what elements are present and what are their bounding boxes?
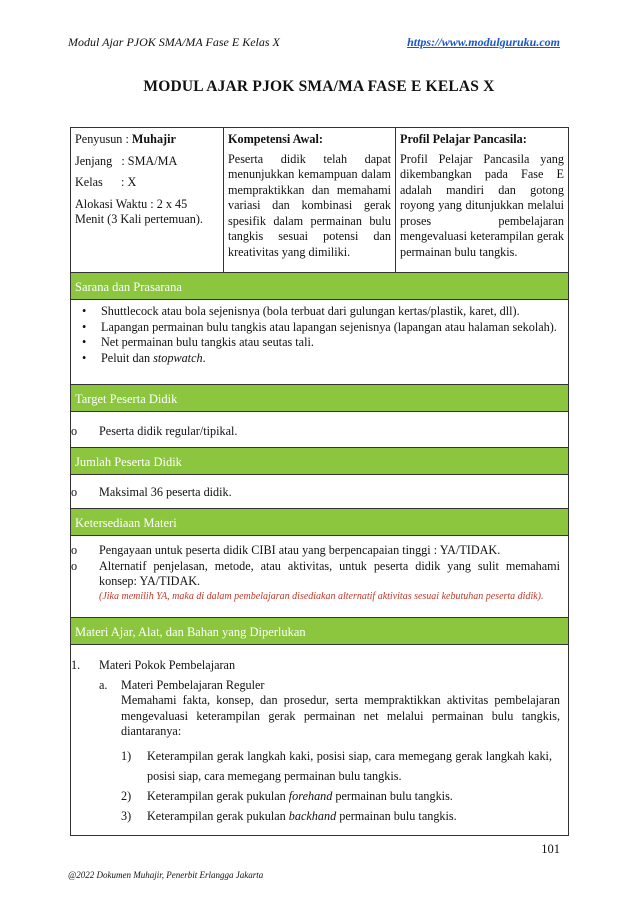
- list-item: [71, 351, 568, 367]
- module-table: [70, 127, 569, 836]
- skill-text: Keterampilan gerak langkah kaki, posisi siap, cara memegang gerak langkah kaki, posisi siap, cara memegang permainan bulu tangkis.: [147, 748, 552, 783]
- time-allocation: Alokasi Waktu : 2 x 45 Menit (3 Kali pertemuan).: [75, 196, 203, 226]
- author-line: [75, 132, 219, 148]
- skill-list: [121, 746, 560, 826]
- skill-suffix: permainan bulu tangkis.: [336, 808, 457, 823]
- page-number: 101: [541, 842, 560, 856]
- class-line: Kelas : X: [75, 175, 137, 189]
- running-header-link[interactable]: https://www.modulguruku.com: [407, 35, 560, 49]
- skill-italic: forehand: [288, 788, 333, 803]
- skill-text: Keterampilan gerak pukulan: [147, 808, 289, 823]
- running-header-title: Modul Ajar PJOK SMA/MA Fase E Kelas X: [68, 35, 280, 49]
- section-header-ketersediaan: Ketersediaan Materi: [71, 508, 568, 536]
- list-letter: a.: [99, 677, 108, 692]
- materi-point-title: Materi Pokok Pembelajaran: [99, 658, 236, 672]
- list-number: 1.: [71, 658, 81, 672]
- list-item: o Peserta didik regular/tipikal.: [71, 424, 568, 440]
- level-line: Jenjang : SMA/MA: [75, 153, 178, 168]
- section-header-jumlah: Jumlah Peserta Didik: [71, 447, 568, 475]
- profile-text: Profil Pelajar Pancasila yang dikembangkan pada Fase E adalah mandiri dan gotong royong yang ditunjukkan melalui proses pembelajaran mengevaluasi keterampilan gerak permainan bulu tangkis.: [400, 151, 564, 259]
- list-item: o Alternatif penjelasan, metode, atau aktivitas, untuk peserta didik yang sulit memahami konsep: YA/TIDAK.: [71, 559, 568, 590]
- list-item: • Net permainan bulu tangkis atau seutas tali.: [71, 335, 568, 351]
- sarana-content: [71, 304, 568, 366]
- list-item-suffix: .: [202, 350, 206, 365]
- skill-item: [121, 786, 560, 806]
- target-content: [71, 424, 568, 440]
- list-number: 2): [121, 788, 132, 803]
- list-item: o Pengayaan untuk peserta didik CIBI atau yang berpencapaian tinggi : YA/TIDAK.: [71, 543, 568, 559]
- list-item: o Maksimal 36 peserta didik.: [71, 485, 568, 501]
- materi-subpoint: [99, 678, 568, 826]
- profile-cell: [396, 128, 568, 272]
- materi-subpoint-text: Memahami fakta, konsep, dan prosedur, serta mempraktikkan aktivitas pembelajaran mengevaluasi keterampilan gerak permainan net melalui permainan bulu tangkis, diantaranya:: [121, 693, 560, 738]
- selection-note: (Jika memilih YA, maka di dalam pembelajaran disediakan alternatif aktivitas sesuai kebutuhan peserta didik).: [99, 590, 544, 602]
- jumlah-content: [71, 485, 568, 501]
- competency-cell: [224, 128, 396, 272]
- section-header-target: Target Peserta Didik: [71, 384, 568, 412]
- list-item: • Shuttlecock atau bola sejenisnya (bola terbuat dari gulungan kertas/plastik, karet, dll).: [71, 304, 568, 320]
- author-cell: [71, 128, 224, 272]
- skill-suffix: permainan bulu tangkis.: [332, 788, 453, 803]
- profile-heading: Profil Pelajar Pancasila:: [400, 132, 527, 146]
- list-item: • Lapangan permainan bulu tangkis atau lapangan sejenisnya (lapangan atau halaman sekolah).: [71, 320, 568, 336]
- list-number: 1): [121, 748, 132, 763]
- list-number: 3): [121, 808, 132, 823]
- skill-item: [121, 806, 560, 826]
- skill-item: [121, 746, 560, 786]
- list-item-italic: stopwatch: [153, 350, 203, 365]
- footer-copyright: @2022 Dokumen Muhajir, Penerbit Erlangga Jakarta: [68, 870, 264, 880]
- ketersediaan-content: [71, 543, 568, 603]
- competency-text: Peserta didik telah dapat menunjukkan kemampuan dalam mempraktikkan dan memahami variasi dan kombinasi gerak spesifik dalam permainan bulu tangkis sesuai potensi dan kreativitas yang dimiliki.: [228, 151, 391, 259]
- skill-text: Keterampilan gerak pukulan: [147, 788, 289, 803]
- skill-italic: backhand: [288, 808, 337, 823]
- document-title: MODUL AJAR PJOK SMA/MA FASE E KELAS X: [143, 78, 495, 95]
- competency-heading: Kompetensi Awal:: [228, 132, 323, 146]
- author-name: Muhajir: [131, 132, 176, 146]
- list-item-text: Peluit dan: [101, 350, 154, 365]
- author-label: Penyusun :: [75, 132, 132, 146]
- section-header-sarana: Sarana dan Prasarana: [71, 272, 568, 300]
- materi-subpoint-title: Materi Pembelajaran Reguler: [121, 677, 265, 692]
- materi-point: [71, 658, 568, 826]
- materi-content: [71, 658, 568, 826]
- info-row: [71, 128, 568, 272]
- section-header-materi: Materi Ajar, Alat, dan Bahan yang Diperlukan: [71, 617, 568, 645]
